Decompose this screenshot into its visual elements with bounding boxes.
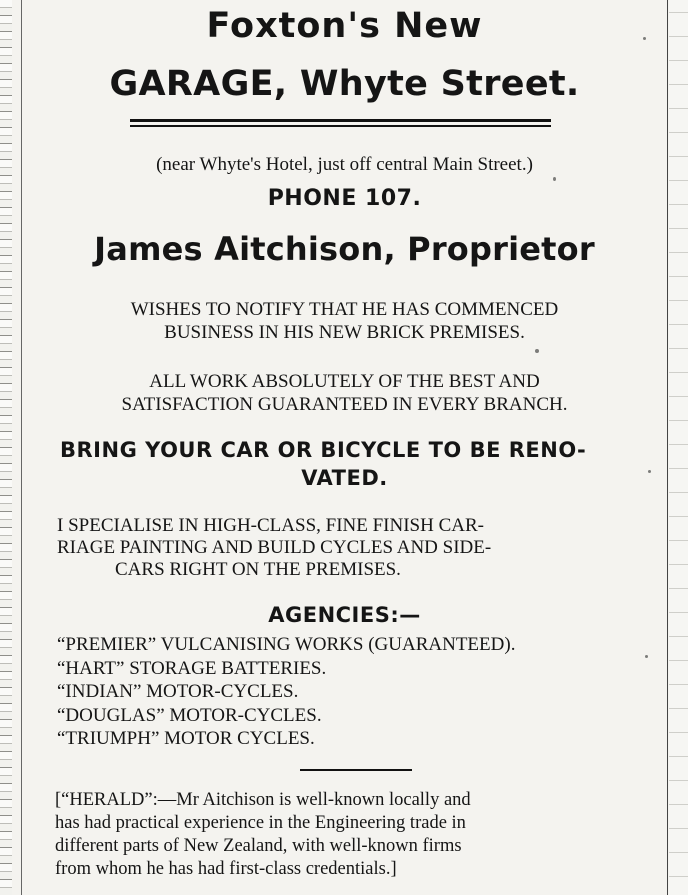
bring-line: BRING YOUR CAR OR BICYCLE TO BE RENO- (60, 438, 587, 462)
location-line: (near Whyte's Hotel, just off central Main Street.) (156, 154, 533, 175)
ink-speck (648, 470, 651, 473)
adjacent-column-edge-right (669, 0, 688, 895)
notice-line: BUSINESS IN HIS NEW BRICK PREMISES. (164, 322, 525, 343)
headline-rule-thin (130, 125, 551, 127)
herald-line: different parts of New Zealand, with well-known firms (55, 836, 462, 856)
column-divider-right (667, 0, 668, 895)
ink-speck (535, 349, 539, 353)
ink-speck (645, 655, 648, 658)
notice-paragraph (22, 298, 667, 344)
agencies-heading: AGENCIES:— (268, 603, 421, 627)
guarantee-line: SATISFACTION GUARANTEED IN EVERY BRANCH. (121, 394, 568, 415)
agency-item: “HART” STORAGE BATTERIES. (57, 657, 327, 679)
section-divider (300, 769, 412, 771)
adjacent-column-edge (0, 0, 12, 895)
headline-foxtons-new: Foxton's New (206, 6, 483, 46)
specialise-paragraph (57, 515, 491, 581)
ink-speck (643, 37, 646, 40)
bring-line-continued: VATED. (301, 466, 388, 490)
agency-item: “INDIAN” MOTOR-CYCLES. (57, 681, 299, 702)
specialise-line: CARS RIGHT ON THE PREMISES. (115, 559, 401, 580)
specialise-line: I SPECIALISE IN HIGH-CLASS, FINE FINISH CAR- (57, 515, 484, 536)
herald-line: [“HERALD”:—Mr Aitchison is well-known locally and (55, 790, 471, 810)
notice-line: WISHES TO NOTIFY THAT HE HAS COMMENCED (130, 299, 559, 320)
herald-note (55, 789, 471, 881)
phone-number: PHONE 107. (267, 186, 422, 211)
herald-line: has had practical experience in the Engineering trade in (55, 813, 466, 833)
agencies-list (57, 633, 515, 751)
column-divider-left (21, 0, 22, 895)
headline-rule-thick (130, 119, 551, 122)
guarantee-line: ALL WORK ABSOLUTELY OF THE BEST AND (149, 371, 540, 392)
guarantee-paragraph (22, 370, 667, 416)
herald-line: from whom he has had first-class credentials.] (55, 859, 397, 879)
agency-item: “DOUGLAS” MOTOR-CYCLES. (57, 704, 322, 726)
specialise-line: RIAGE PAINTING AND BUILD CYCLES AND SIDE- (57, 537, 492, 558)
headline-garage: GARAGE, Whyte Street. (109, 64, 580, 104)
agency-item: “PREMIER” VULCANISING WORKS (GUARANTEED). (57, 634, 516, 655)
ink-speck (553, 177, 556, 181)
proprietor-name: James Aitchison, Proprietor (94, 230, 595, 268)
agency-item: “TRIUMPH” MOTOR CYCLES. (57, 728, 315, 749)
